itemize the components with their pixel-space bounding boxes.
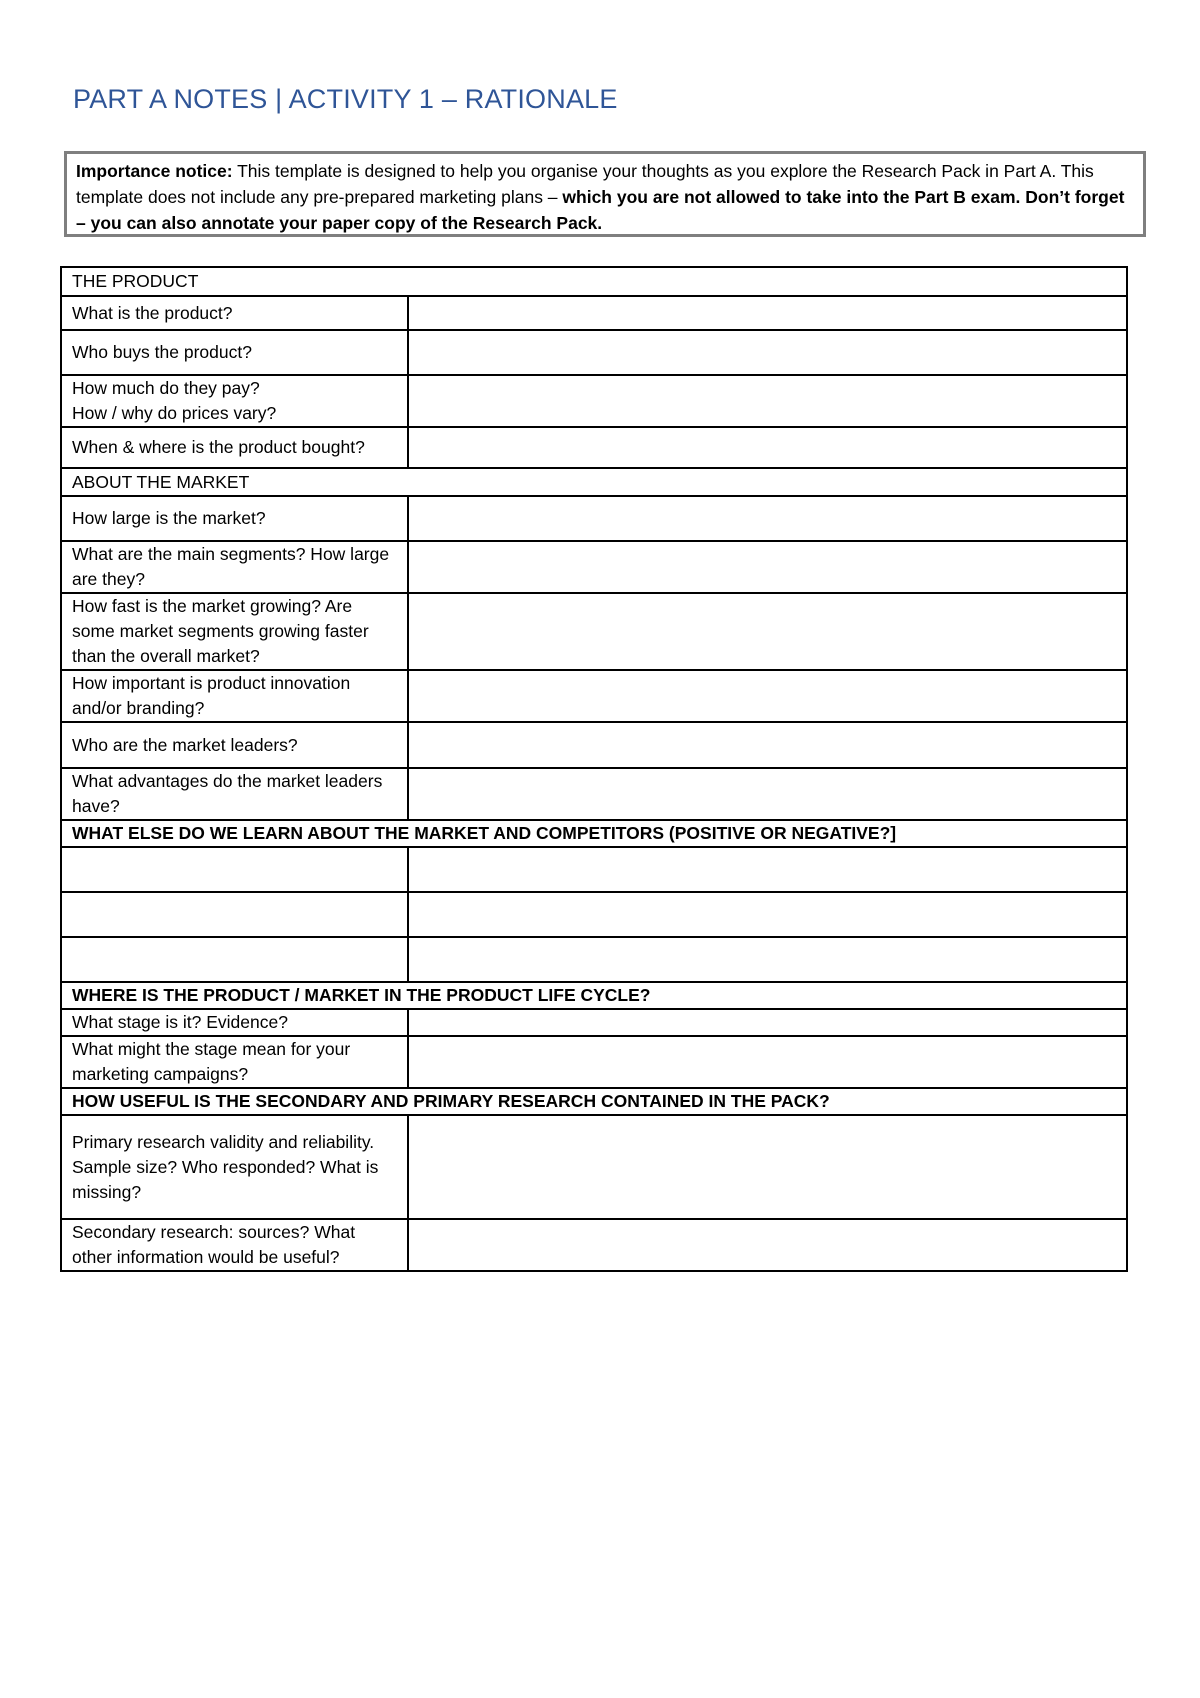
table-row — [61, 541, 1127, 593]
blank-field[interactable] — [408, 892, 1127, 937]
table-row — [61, 892, 1127, 937]
question-what-is-product: What is the product? — [61, 296, 408, 330]
importance-notice — [64, 151, 1146, 237]
section-row-else — [61, 820, 1127, 847]
table-row — [61, 670, 1127, 722]
question-how-much-pay — [61, 375, 408, 427]
question-when-where: When & where is the product bought? — [61, 427, 408, 468]
table-row — [61, 427, 1127, 468]
section-heading-else: WHAT ELSE DO WE LEARN ABOUT THE MARKET AND COMPETITORS (POSITIVE OR NEGATIVE?] — [61, 820, 1127, 847]
question-growth: How fast is the market growing? Are some market segments growing faster than the overall market? — [61, 593, 408, 670]
answer-field[interactable] — [408, 330, 1127, 375]
notes-table — [60, 266, 1128, 1272]
answer-field[interactable] — [408, 1009, 1127, 1036]
answer-field[interactable] — [408, 1115, 1127, 1219]
table-row — [61, 330, 1127, 375]
table-row — [61, 768, 1127, 820]
answer-field[interactable] — [408, 1036, 1127, 1088]
section-heading-lifecycle: WHERE IS THE PRODUCT / MARKET IN THE PRODUCT LIFE CYCLE? — [61, 982, 1127, 1009]
answer-field[interactable] — [408, 296, 1127, 330]
question-innovation: How important is product innovation and/or branding? — [61, 670, 408, 722]
table-row — [61, 1115, 1127, 1219]
question-who-buys: Who buys the product? — [61, 330, 408, 375]
answer-field[interactable] — [408, 427, 1127, 468]
table-row — [61, 937, 1127, 982]
question-segments: What are the main segments? How large are they? — [61, 541, 408, 593]
blank-field[interactable] — [61, 892, 408, 937]
section-heading-product: THE PRODUCT — [61, 267, 1127, 296]
question-leader-advantages: What advantages do the market leaders have? — [61, 768, 408, 820]
blank-field[interactable] — [408, 847, 1127, 892]
table-row — [61, 375, 1127, 427]
question-market-leaders: Who are the market leaders? — [61, 722, 408, 768]
answer-field[interactable] — [408, 1219, 1127, 1271]
table-row — [61, 1219, 1127, 1271]
table-row — [61, 1036, 1127, 1088]
section-heading-market: ABOUT THE MARKET — [61, 468, 1127, 496]
table-row — [61, 847, 1127, 892]
section-row-market — [61, 468, 1127, 496]
blank-field[interactable] — [408, 937, 1127, 982]
answer-field[interactable] — [408, 722, 1127, 768]
table-row — [61, 1009, 1127, 1036]
answer-field[interactable] — [408, 593, 1127, 670]
question-market-size: How large is the market? — [61, 496, 408, 541]
notice-text: This template is designed to help you organise your thoughts as you explore the Research Pack in Part A. This template does not include any pre-prepared marketing plans – — [76, 161, 1094, 207]
answer-field[interactable] — [408, 496, 1127, 541]
table-row — [61, 593, 1127, 670]
question-secondary-research: Secondary research: sources? What other information would be useful? — [61, 1219, 408, 1271]
question-stage-meaning: What might the stage mean for your marketing campaigns? — [61, 1036, 408, 1088]
notice-label: Importance notice: — [76, 161, 233, 181]
question-line: How much do they pay? — [72, 378, 260, 398]
answer-field[interactable] — [408, 670, 1127, 722]
question-primary-research: Primary research validity and reliability. Sample size? Who responded? What is missing? — [61, 1115, 408, 1219]
section-row-lifecycle — [61, 982, 1127, 1009]
question-line: How / why do prices vary? — [72, 403, 277, 423]
notice-bold-text: which you are not allowed to take into the Part B exam. Don’t forget – you can also annotate your paper copy of the Research Pack. — [76, 187, 1125, 233]
page-title: PART A NOTES | ACTIVITY 1 – RATIONALE — [73, 84, 618, 114]
answer-field[interactable] — [408, 375, 1127, 427]
blank-field[interactable] — [61, 847, 408, 892]
table-row — [61, 496, 1127, 541]
section-row-product — [61, 267, 1127, 296]
section-heading-research: HOW USEFUL IS THE SECONDARY AND PRIMARY RESEARCH CONTAINED IN THE PACK? — [61, 1088, 1127, 1115]
section-row-research — [61, 1088, 1127, 1115]
question-stage: What stage is it? Evidence? — [61, 1009, 408, 1036]
blank-field[interactable] — [61, 937, 408, 982]
table-row — [61, 296, 1127, 330]
answer-field[interactable] — [408, 768, 1127, 820]
table-row — [61, 722, 1127, 768]
answer-field[interactable] — [408, 541, 1127, 593]
